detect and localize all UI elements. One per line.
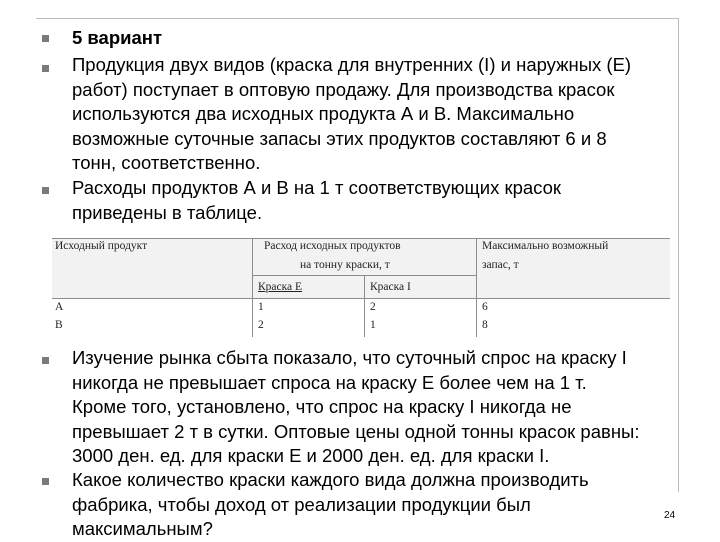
text-line: максимальным?: [72, 518, 213, 539]
table-header-product: Исходный продукт: [55, 240, 148, 252]
table-cell-value: 6: [482, 301, 488, 313]
text-line: приведены в таблице.: [72, 201, 263, 223]
slide-title: 5 вариант: [72, 27, 163, 48]
table-rule: [252, 238, 253, 337]
table-cell-product: А: [55, 301, 64, 313]
table-cell-value: 2: [258, 319, 264, 331]
bullet-square-icon: [42, 35, 49, 42]
text-line: Продукция двух видов (краска для внутренних (I) и наружных (E): [72, 54, 632, 75]
table-cell-value: 1: [370, 319, 376, 331]
problem-question: [72, 468, 682, 542]
table-rule: [476, 238, 477, 337]
problem-paragraph-2: [72, 176, 682, 225]
problem-paragraph-1: [72, 53, 682, 176]
text-line: Изучение рынка сбыта показало, что суточный спрос на краску I: [72, 347, 627, 368]
text-line: возможные суточные запасы этих продуктов составляют 6 и 8: [72, 127, 607, 149]
text-line: тонн, соответственно.: [72, 152, 261, 173]
problem-paragraph-3: [72, 346, 682, 469]
table-rule: [364, 275, 365, 337]
text-line: работ) поступает в оптовую продажу. Для производства красок: [72, 78, 615, 100]
bullet-square-icon: [42, 65, 49, 72]
consumption-table: [52, 237, 670, 337]
table-subheader-paint-e: Краска E: [258, 281, 303, 293]
text-line: используются два исходных продукта А и В. Максимально: [72, 103, 575, 124]
table-cell-product: В: [55, 319, 63, 331]
frame-top-border: [36, 18, 678, 19]
table-cell-value: 1: [258, 301, 264, 313]
bullet-square-icon: [42, 357, 49, 364]
text-line: фабрика, чтобы доход от реализации продукции был: [72, 493, 531, 515]
table-header-max-stock: Максимально возможный: [482, 240, 609, 252]
text-line: никогда не превышает спроса на краску E более чем на 1 т.: [72, 371, 587, 393]
table-header-consumption-unit: на тонну краски, т: [300, 259, 390, 271]
table-subheader-paint-i: Краска I: [370, 281, 411, 293]
bullet-square-icon: [42, 187, 49, 194]
table-cell-value: 8: [482, 319, 488, 331]
table-rule: [52, 238, 670, 239]
text-line: Кроме того, установлено, что спрос на краску I никогда не: [72, 396, 572, 417]
table-rule: [52, 298, 670, 299]
text-line: Какое количество краски каждого вида должна производить: [72, 469, 589, 490]
text-line: превышает 2 т в сутки. Оптовые цены одной тонны красок равны:: [72, 420, 640, 442]
table-header-consumption: Расход исходных продуктов: [264, 240, 401, 252]
page-number: 24: [664, 510, 676, 521]
text-line: Расходы продуктов А и В на 1 т соответствующих красок: [72, 177, 561, 198]
text-line: 3000 ден. ед. для краски E и 2000 ден. ед. для краски I.: [72, 445, 550, 466]
table-header-max-stock-unit: запас, т: [482, 259, 519, 271]
table-cell-value: 2: [370, 301, 376, 313]
bullet-square-icon: [42, 478, 49, 485]
